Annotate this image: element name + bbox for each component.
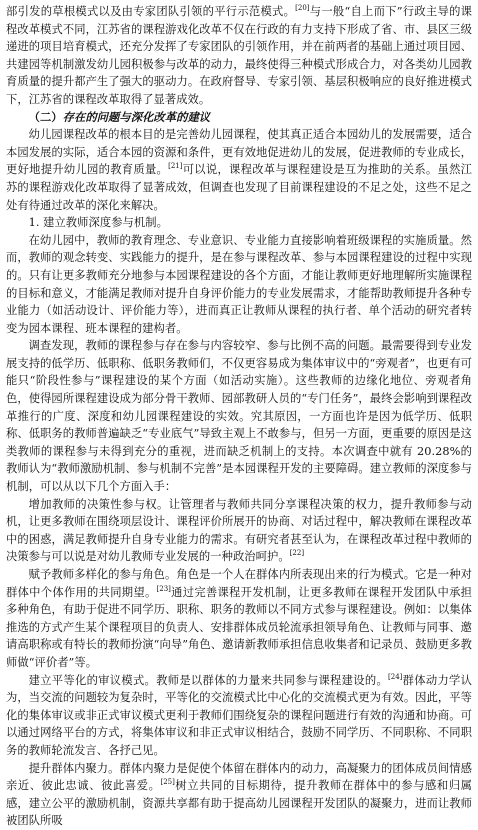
paragraph-text: 部引发的草根模式以及由专家团队引领的平行示范模式。 (6, 5, 296, 18)
paragraph-text: 在幼儿园中，教师的教育理念、专业意识、专业能力直接影响着班级课程的实施质量。然而，教师的观念转变、实践能力的提升，是在参与课程改革、参与本园课程建设的过程中实现的。只有让更多教师充分地参与本园课程建设的各个方面，才能让教师更好地理解所实施课程的目标和意义，才能满足教师对提升自身评价能力的专业发展需求，才能帮助教师提升各种专业能力（如活动设计、评价能力等），进而真正让教师从课程的执行者、单个活动的研究者转变为园本课程、班本课程的建构者。 (6, 233, 472, 335)
paragraph-text: 群体动力学认为，当交流的问题较为复杂时，平等化的交流模式比中心化的交流模式更为有效。因此，平等化的集体审议或非正式审议模式更利于教师们围绕复杂的课程问题进行有效的沟通和协商。可以通过网络平台的方式，将集体审议和非正式审议相结合，鼓励不同学历、不同职称、不同职务的教师轮流发言、各抒己见。 (6, 673, 472, 757)
citation-marker: [20] (295, 4, 310, 13)
section-heading (6, 109, 472, 127)
citation-marker: [23] (156, 584, 171, 593)
citation-marker: [25] (160, 778, 175, 787)
paragraph (6, 126, 472, 214)
paragraph (6, 672, 472, 760)
paragraph-text: 赋予教师多样化的参与角色。角色是一个人在群体内所表现出来的行为模式。它是一种对群体中个体作用的共同期望。 (6, 568, 472, 599)
paragraph (6, 3, 472, 109)
paragraph-text: 幼儿园课程改革的根本目的是完善幼儿园课程，使其真正适合本园幼儿的发展需要，适合本园发展的实际，适合本园的资源和条件，更有效地促进幼儿的发展，促进教师的专业成长，更好地提升幼儿园的教育质量。 (6, 128, 472, 177)
paragraph-text: 调查发现，教师的课程参与存在参与内容较窄、参与比例不高的问题。最需要得到专业发展支持的低学历、低职称、低职务教师们，不仅更容易成为集体审议中的“旁观者”，也更有可能只“阶段性参与”课程建设的某个方面（如活动实施）。这些教师的边缘化地位、旁观者角色，使得园所课程建设成为部分骨干教师、园部教研人员的“专门任务”，最终会影响到课程改革推行的广度、深度和幼儿园课程建设的实效。究其原因，一方面也许是因为低学历、低职称、低职务的教师普遍缺乏“专业底气”导致主观上不敢参与，但另一方面，更重要的原因是这类教师的课程参与未得到充分的重视，进而缺乏机制上的支持。本次调查中就有 20.28%的教师认为“教师激励机制、参与机制不完善”是本园课程开发的主要障碍。建立教师的深度参与机制，可以从以下几个方面入手： (6, 339, 472, 494)
paragraph (6, 566, 472, 672)
paragraph-text: 可以说，课程改革与课程建设是互为推助的关系。虽然江苏的课程游戏化改革取得了显著成效，但调查也发现了目前课程建设的不足之处，这些不足之处有待通过改革的深化来解决。 (6, 163, 472, 212)
citation-marker: [21] (168, 162, 183, 171)
paragraph-text: 建立平等化的审议模式。教师是以群体的力量来共同参与课程建设的。 (28, 673, 389, 687)
paragraph (6, 337, 472, 495)
paragraph (6, 760, 472, 830)
paragraph-text: 与一般“自上而下”行政主导的课程改革模式不同，江苏省的课程游戏化改革不仅在行政的有力支持下形成了省、市、县区三级递进的项目培育模式，还充分发挥了专家团队的引领作用，并在前两者的基础上通过项目园、共建园等机制激发幼儿园积极参与改革的动力，最终使得三种模式形成合力，对各类幼儿园教育质量的提升都产生了强大的驱动力。在政府督导、专家引领、基层积极响应的良好推进模式下，江苏省的课程改革取得了显著成效。 (6, 5, 472, 106)
paragraph-text: 提升群体内聚力。群体内聚力是促使个体留在群体内的动力，高凝聚力的团体成员间情感亲近、彼此忠诚、彼此喜爱。 (6, 761, 472, 793)
citation-marker: [22] (289, 549, 305, 558)
section-heading-text: 存在的问题与深化改革的建议 (62, 109, 211, 124)
paragraph (6, 232, 472, 338)
paragraph (6, 496, 472, 566)
paragraph-text: 通过完善课程开发机制，让更多教师在课程开发团队中承担多种角色，有助于促进不同学历、职称、职务的教师以不同方式参与课程建设。例如：以集体推选的方式产生某个课程项目的负责人、安排群体成员轮流承担领导角色、让教师与同事、邀请高职称或有特长的教师扮演“向导”角色、邀请新教师承担信息收集者和记录员、鼓励更多教师做“评价者”等。 (6, 585, 472, 669)
citation-marker: [24] (388, 672, 403, 681)
section-heading-number: （二） (28, 109, 63, 124)
paragraph-text: 树立共同的目标期待，提升教师在群体中的参与感和归属感，建立公平的激励机制，资源共享都有助于提高幼儿园课程开发团队的凝聚力，进而让教师被团队所吸 (6, 779, 472, 828)
paragraph-text: 增加教师的决策性参与权。让管理者与教师共同分享课程决策的权力，提升教师参与动机，让更多教师在围绕项层设计、课程评价所展开的协商、对话过程中，解决教师在课程改革中的困惑，满足教师提升自身专业能力的需求。有研究者甚至认为，在课程改革过程中教师的决策参与可以说是对幼儿教师专业发展的一种政治呵护。 (6, 497, 472, 564)
numbered-heading: 1. 建立教师深度参与机制。 (28, 216, 168, 230)
